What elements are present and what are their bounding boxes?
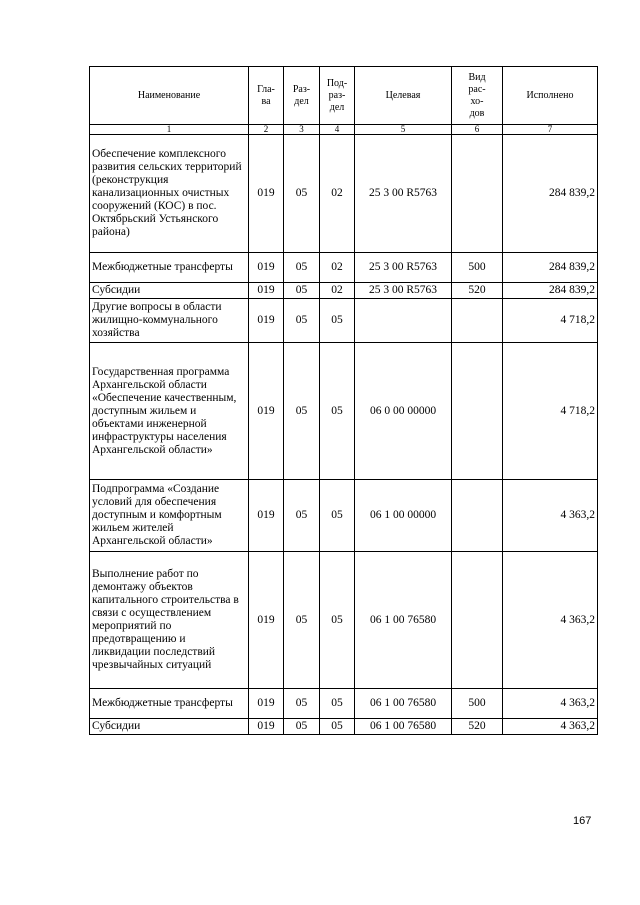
column-number: 5 bbox=[355, 125, 452, 135]
row-subsection: 05 bbox=[320, 552, 355, 689]
row-executed: 4 363,2 bbox=[503, 719, 598, 735]
row-name: Субсидии bbox=[90, 283, 249, 299]
budget-table bbox=[89, 66, 598, 735]
header-subsection: Под- раз- дел bbox=[320, 67, 355, 125]
table-row bbox=[90, 283, 598, 299]
row-name: Подпрограмма «Создание условий для обеспечения доступным и комфортным жильем жителей Архангельской области» bbox=[90, 480, 249, 552]
row-section: 05 bbox=[284, 135, 320, 253]
row-executed: 284 839,2 bbox=[503, 135, 598, 253]
page-number: 167 bbox=[573, 815, 592, 827]
row-target: 25 3 00 R5763 bbox=[355, 283, 452, 299]
table-row bbox=[90, 480, 598, 552]
table-row bbox=[90, 689, 598, 719]
row-chapter: 019 bbox=[249, 480, 284, 552]
header-expense-type: Вид рас- хо- дов bbox=[452, 67, 503, 125]
row-subsection: 02 bbox=[320, 283, 355, 299]
table-row bbox=[90, 135, 598, 253]
header-chapter: Гла- ва bbox=[249, 67, 284, 125]
row-executed: 4 363,2 bbox=[503, 689, 598, 719]
table-row bbox=[90, 299, 598, 343]
row-target: 25 3 00 R5763 bbox=[355, 135, 452, 253]
row-name: Другие вопросы в области жилищно-коммунального хозяйства bbox=[90, 299, 249, 343]
row-name: Обеспечение комплексного развития сельских территорий (реконструкция канализационных очистных сооружений (КОС) в пос. Октябрьский Устьянского района) bbox=[90, 135, 249, 253]
row-name: Межбюджетные трансферты bbox=[90, 253, 249, 283]
row-chapter: 019 bbox=[249, 689, 284, 719]
row-target: 06 1 00 00000 bbox=[355, 480, 452, 552]
row-expense-type bbox=[452, 135, 503, 253]
row-target: 06 1 00 76580 bbox=[355, 719, 452, 735]
column-number: 4 bbox=[320, 125, 355, 135]
header-name: Наименование bbox=[90, 67, 249, 125]
row-section: 05 bbox=[284, 552, 320, 689]
row-chapter: 019 bbox=[249, 253, 284, 283]
row-executed: 4 363,2 bbox=[503, 480, 598, 552]
row-subsection: 05 bbox=[320, 480, 355, 552]
row-target: 06 0 00 00000 bbox=[355, 343, 452, 480]
row-section: 05 bbox=[284, 719, 320, 735]
row-expense-type: 520 bbox=[452, 283, 503, 299]
row-name: Субсидии bbox=[90, 719, 249, 735]
row-subsection: 02 bbox=[320, 135, 355, 253]
header-section: Раз- дел bbox=[284, 67, 320, 125]
column-number: 7 bbox=[503, 125, 598, 135]
row-subsection: 05 bbox=[320, 299, 355, 343]
row-chapter: 019 bbox=[249, 299, 284, 343]
row-subsection: 02 bbox=[320, 253, 355, 283]
row-executed: 4 363,2 bbox=[503, 552, 598, 689]
row-expense-type: 500 bbox=[452, 689, 503, 719]
row-name: Межбюджетные трансферты bbox=[90, 689, 249, 719]
row-expense-type bbox=[452, 299, 503, 343]
row-executed: 284 839,2 bbox=[503, 283, 598, 299]
row-target: 06 1 00 76580 bbox=[355, 689, 452, 719]
row-expense-type bbox=[452, 552, 503, 689]
row-section: 05 bbox=[284, 689, 320, 719]
row-chapter: 019 bbox=[249, 343, 284, 480]
table-row bbox=[90, 343, 598, 480]
row-executed: 284 839,2 bbox=[503, 253, 598, 283]
row-target: 06 1 00 76580 bbox=[355, 552, 452, 689]
table-row bbox=[90, 552, 598, 689]
column-number: 1 bbox=[90, 125, 249, 135]
header-target: Целевая bbox=[355, 67, 452, 125]
row-executed: 4 718,2 bbox=[503, 299, 598, 343]
column-number: 3 bbox=[284, 125, 320, 135]
row-chapter: 019 bbox=[249, 719, 284, 735]
row-expense-type: 500 bbox=[452, 253, 503, 283]
row-section: 05 bbox=[284, 343, 320, 480]
row-section: 05 bbox=[284, 283, 320, 299]
row-expense-type bbox=[452, 480, 503, 552]
column-number-row bbox=[90, 125, 598, 135]
row-section: 05 bbox=[284, 253, 320, 283]
row-chapter: 019 bbox=[249, 283, 284, 299]
row-name: Выполнение работ по демонтажу объектов капитального строительства в связи с осуществлением мероприятий по предотвращению и ликвидации последствий чрезвычайных ситуаций bbox=[90, 552, 249, 689]
header-executed: Исполнено bbox=[503, 67, 598, 125]
row-subsection: 05 bbox=[320, 719, 355, 735]
table-header-row bbox=[90, 67, 598, 125]
row-expense-type: 520 bbox=[452, 719, 503, 735]
row-chapter: 019 bbox=[249, 552, 284, 689]
row-name: Государственная программа Архангельской области «Обеспечение качественным, доступным жильем и объектами инженерной инфраструктуры населения Архангельской области» bbox=[90, 343, 249, 480]
row-section: 05 bbox=[284, 299, 320, 343]
row-target bbox=[355, 299, 452, 343]
row-section: 05 bbox=[284, 480, 320, 552]
row-chapter: 019 bbox=[249, 135, 284, 253]
row-expense-type bbox=[452, 343, 503, 480]
row-subsection: 05 bbox=[320, 689, 355, 719]
row-subsection: 05 bbox=[320, 343, 355, 480]
row-target: 25 3 00 R5763 bbox=[355, 253, 452, 283]
row-executed: 4 718,2 bbox=[503, 343, 598, 480]
table-row bbox=[90, 719, 598, 735]
table-row bbox=[90, 253, 598, 283]
column-number: 2 bbox=[249, 125, 284, 135]
column-number: 6 bbox=[452, 125, 503, 135]
